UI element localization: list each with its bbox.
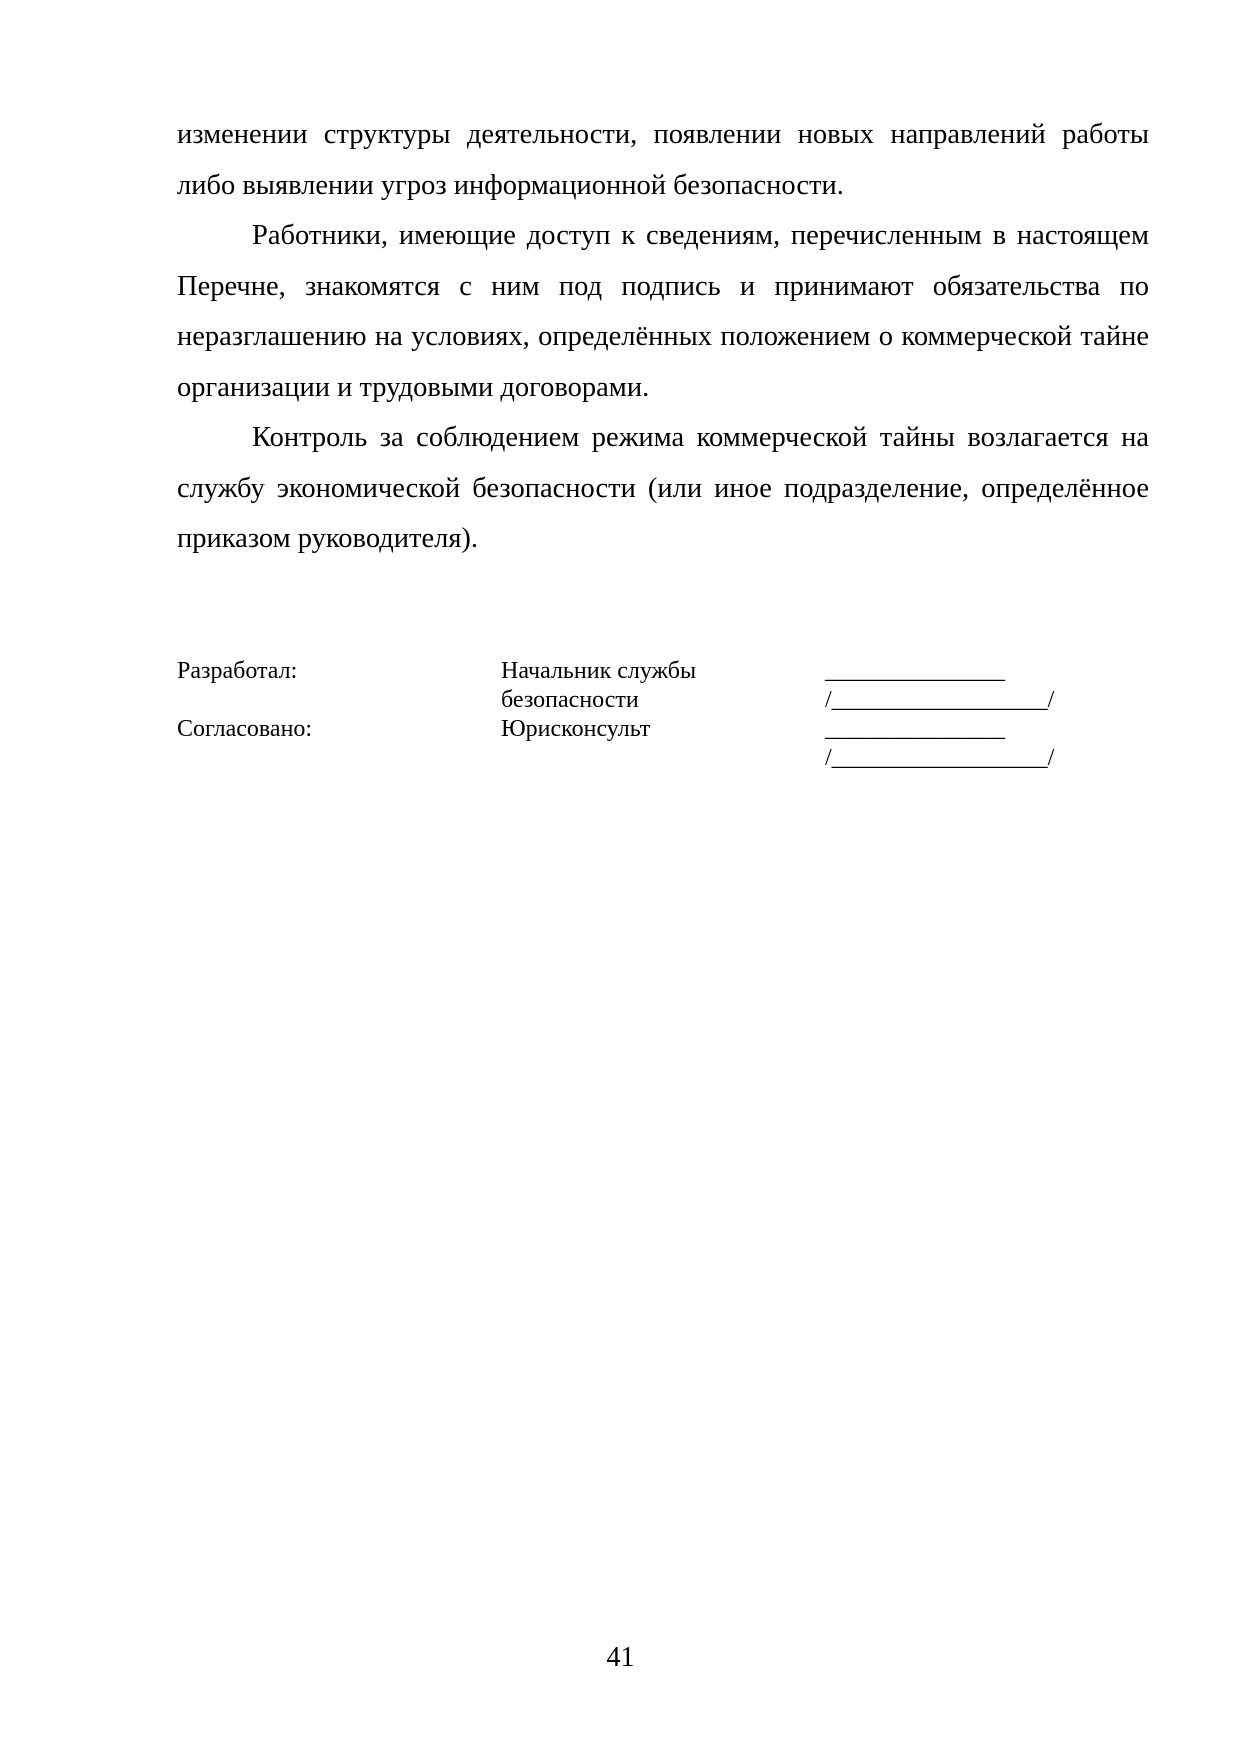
signature-line: _______________ <box>825 658 1005 684</box>
paragraph-continuation: изменении структуры деятельности, появлении новых направлений работы либо выявлении угроз информационной безопасности. <box>177 119 1149 201</box>
paragraph-employees-access: Работники, имеющие доступ к сведениям, перечисленным в настоящем Перечне, знакомятся с ним под подпись и принимают обязательства по неразглашению на условиях, определённых положением о коммерческой тайне организации и трудовыми договорами. <box>177 220 1149 403</box>
signature-position-agreed <box>501 715 825 744</box>
name-line: /__________________/ <box>825 745 1055 771</box>
paragraph-control: Контроль за соблюдением режима коммерческой тайны возлагается на службу экономической безопасности (или иное подразделение, определённое приказом руководителя). <box>177 422 1149 554</box>
signature-position-developed <box>501 657 825 715</box>
position-line: безопасности <box>501 687 639 713</box>
signature-fields-agreed <box>825 715 1077 773</box>
page-number: 41 <box>606 1642 635 1673</box>
position-line: Юрисконсульт <box>501 716 651 742</box>
signature-label-agreed: Согласовано: <box>177 716 313 742</box>
signature-line: _______________ <box>825 716 1005 742</box>
signature-fields-developed <box>825 657 1077 715</box>
signature-block <box>177 657 1077 773</box>
signature-row-agreed <box>177 715 1077 773</box>
signature-label-developed: Разработал: <box>177 658 298 684</box>
document-body <box>177 110 1149 565</box>
signature-row-developed <box>177 657 1077 715</box>
name-line: /__________________/ <box>825 687 1055 713</box>
position-line: Начальник службы <box>501 658 697 684</box>
